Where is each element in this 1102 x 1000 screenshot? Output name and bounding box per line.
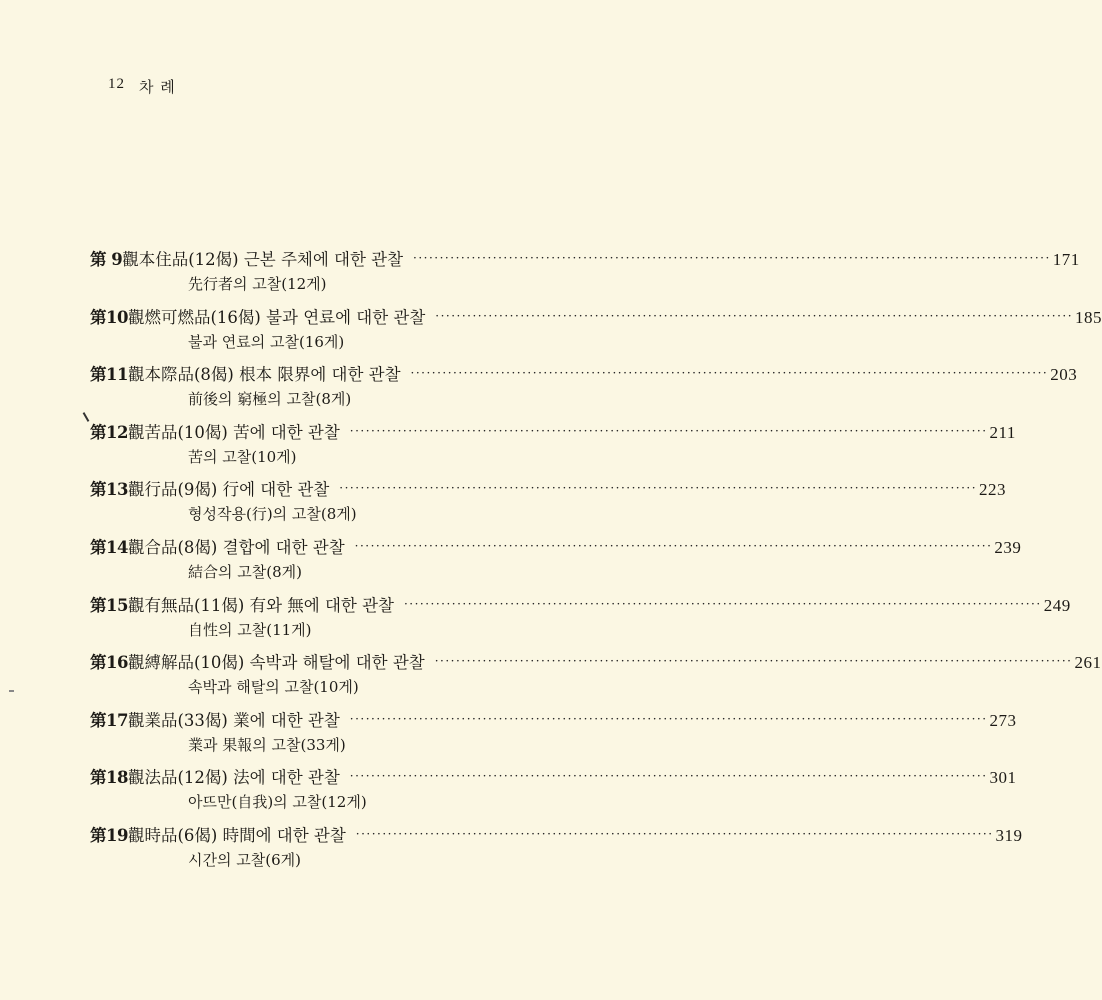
chapter-number: 第18	[90, 768, 128, 788]
chapter-subtitle: 아뜨만(自我)의 고찰(12게)	[188, 793, 367, 812]
dot-leader: ························································································································	[354, 538, 993, 553]
chapter-number: 第10	[90, 307, 128, 327]
chapter-title: 觀縛解品(10偈) 속박과 해탈에 대한 관찰	[127, 653, 425, 673]
dot-leader: ························································································································	[349, 769, 988, 784]
table-of-contents	[0, 246, 1102, 880]
chapter-number: 第17	[90, 710, 128, 730]
toc-entry-line	[90, 419, 1016, 443]
chapter-subtitle: 自性의 고찰(11게)	[188, 620, 312, 639]
chapter-title: 觀時品(6偈) 時間에 대한 관찰	[127, 825, 346, 845]
chapter-title: 觀行品(9偈) 行에 대한 관찰	[127, 480, 330, 500]
chapter-subtitle: 苦의 고찰(10게)	[188, 447, 297, 466]
toc-entry	[0, 649, 1102, 707]
toc-entry	[0, 476, 1007, 534]
dot-leader: ························································································································	[410, 366, 1049, 381]
toc-entry	[0, 361, 1078, 419]
dot-leader: ························································································································	[413, 251, 1051, 265]
chapter-subtitle: 형성작용(行)의 고찰(8게)	[188, 505, 357, 524]
dot-leader: ························································································································	[434, 654, 1073, 669]
chapter-title: 觀苦品(10偈) 苦에 대한 관찰	[127, 422, 340, 442]
page-number: 239	[994, 537, 1022, 557]
chapter-subtitle: 先行者의 고찰(12게)	[188, 275, 327, 293]
chapter-number: 第16	[90, 653, 128, 673]
chapter-title: 觀燃可燃品(16偈) 불과 연료에 대한 관찰	[127, 307, 426, 327]
toc-entry	[0, 419, 1016, 477]
dot-leader: ························································································································	[349, 711, 988, 726]
toc-entry	[0, 246, 1080, 304]
page-number: 249	[1043, 595, 1071, 615]
chapter-title: 觀業品(33偈) 業에 대한 관찰	[127, 710, 340, 730]
chapter-title: 觀本住品(12偈) 근본 주체에 대한 관찰	[122, 250, 404, 269]
chapter-number: 第15	[90, 595, 128, 615]
chapter-subtitle: 시간의 고찰(6게)	[188, 850, 301, 869]
dot-leader: ························································································································	[403, 596, 1042, 611]
header-title: 차 례	[139, 78, 176, 96]
page-number: 301	[989, 768, 1017, 788]
chapter-number: 第11	[90, 365, 128, 385]
toc-entry-line	[90, 534, 1022, 558]
toc-entry-line	[90, 707, 1017, 731]
dot-leader: ························································································································	[435, 308, 1074, 323]
toc-entry	[0, 304, 1102, 362]
toc-entry	[0, 822, 1023, 880]
chapter-subtitle: 불과 연료의 고찰(16게)	[188, 332, 345, 351]
page-number: 211	[989, 422, 1016, 442]
page-number: 273	[989, 710, 1017, 730]
page-number: 261	[1074, 653, 1102, 673]
page-number: 319	[995, 825, 1023, 845]
chapter-number: 第13	[90, 480, 128, 500]
page-number: 223	[979, 480, 1007, 500]
chapter-number: 第12	[90, 422, 128, 442]
page-number: 203	[1050, 365, 1078, 385]
page-number: 185	[1075, 307, 1102, 327]
toc-entry-line	[90, 304, 1102, 328]
toc-entry	[0, 707, 1017, 765]
page-number: 171	[1052, 250, 1080, 269]
toc-entry	[0, 592, 1071, 650]
toc-entry-line	[90, 476, 1007, 500]
dot-leader: ························································································································	[339, 481, 978, 496]
chapter-subtitle: 속박과 해탈의 고찰(10게)	[188, 678, 359, 697]
chapter-subtitle: 前後의 窮極의 고찰(8게)	[188, 390, 352, 409]
toc-entry-line	[90, 822, 1023, 846]
chapter-title: 觀本際品(8偈) 根本 限界에 대한 관찰	[127, 365, 401, 385]
header-page-number: 12	[108, 76, 125, 92]
chapter-subtitle: 業과 果報의 고찰(33게)	[188, 735, 346, 754]
toc-entry-line	[90, 764, 1017, 788]
toc-entry	[0, 764, 1017, 822]
toc-entry	[0, 534, 1022, 592]
toc-entry-line	[90, 649, 1102, 673]
toc-entry-line	[90, 592, 1071, 616]
chapter-title: 觀法品(12偈) 法에 대한 관찰	[127, 768, 340, 788]
toc-entry-line	[90, 246, 1080, 270]
dot-leader: ························································································································	[355, 826, 994, 841]
dot-leader: ························································································································	[349, 423, 988, 438]
toc-entry-line	[90, 361, 1078, 385]
chapter-number: 第 9	[90, 250, 123, 269]
chapter-number: 第19	[90, 825, 128, 845]
chapter-subtitle: 結合의 고찰(8게)	[188, 562, 302, 581]
chapter-title: 觀有無品(11偈) 有와 無에 대한 관찰	[127, 595, 394, 615]
chapter-number: 第14	[90, 537, 128, 557]
running-header	[108, 76, 176, 97]
chapter-title: 觀合品(8偈) 결합에 대한 관찰	[127, 537, 345, 557]
